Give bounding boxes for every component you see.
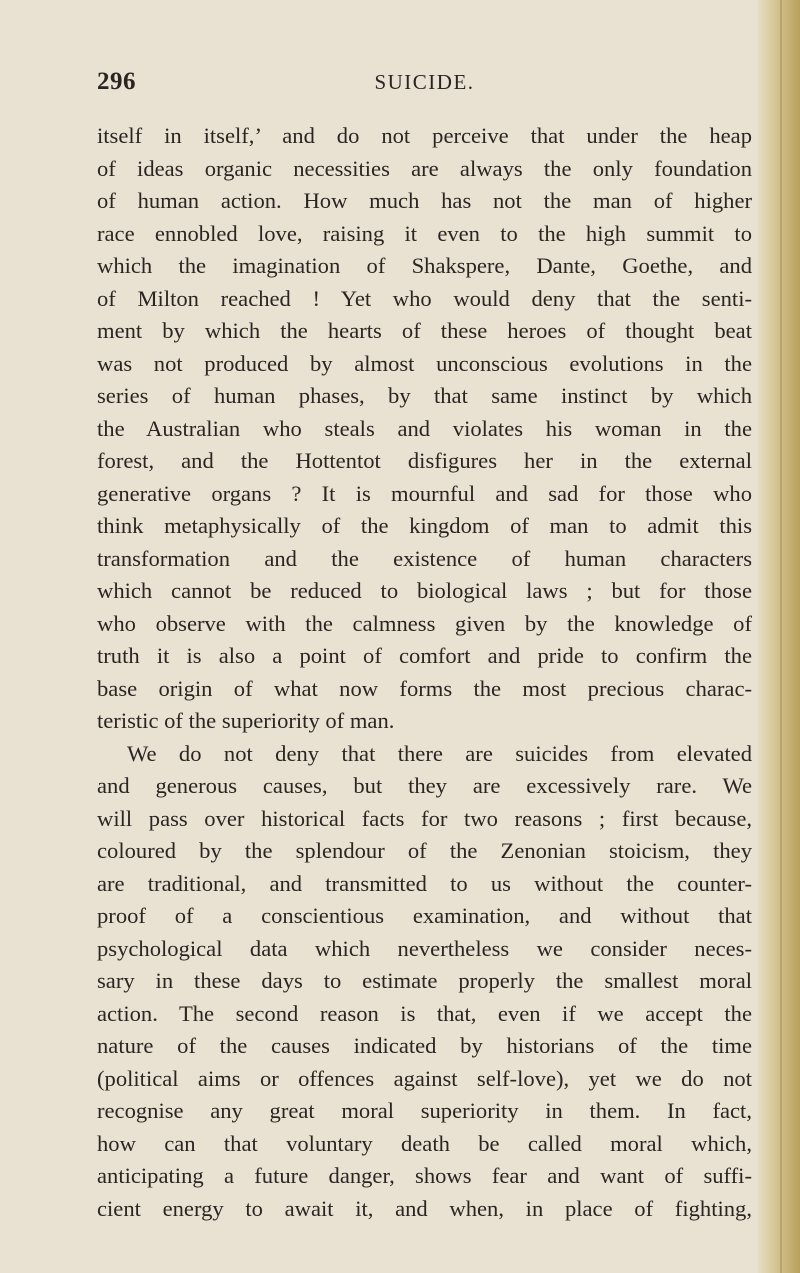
- text-line: which the imagination of Shakspere, Dante, Goethe, and: [97, 253, 752, 278]
- paragraph-start-line: We do not deny that there are suicides from elevated: [127, 740, 752, 766]
- page-number: 296: [97, 68, 136, 95]
- text-line: proof of a conscientious examination, and without that: [97, 903, 752, 928]
- page-edge-shadow: [780, 0, 782, 1273]
- text-line: how can that voluntary death be called moral which,: [97, 1130, 752, 1156]
- text-line: anticipating a future danger, shows fear and want of suffi-: [97, 1163, 752, 1188]
- text-line: the Australian who steals and violates his woman in the: [97, 415, 752, 441]
- text-line: recognise any great moral superiority in them. In fact,: [97, 1098, 752, 1123]
- text-line: transformation and the existence of human characters: [97, 545, 752, 571]
- text-line: action. The second reason is that, even if we accept the: [97, 1000, 752, 1026]
- text-line: truth it is also a point of comfort and pride to confirm the: [97, 643, 752, 668]
- page-header: [97, 68, 752, 98]
- text-line: itself in itself,’ and do not perceive that under the heap: [97, 123, 752, 148]
- running-title: SUICIDE.: [374, 70, 475, 94]
- text-line: who observe with the calmness given by the knowledge of: [97, 610, 752, 636]
- text-line: ment by which the hearts of these heroes of thought beat: [97, 318, 752, 343]
- text-line: of ideas organic necessities are always the only foundation: [97, 155, 752, 181]
- text-line: psychological data which nevertheless we consider neces-: [97, 935, 752, 961]
- text-line: will pass over historical facts for two reasons ; first because,: [97, 805, 752, 831]
- text-line: cient energy to await it, and when, in place of fighting,: [97, 1195, 752, 1221]
- text-line: of Milton reached ! Yet who would deny that the senti-: [97, 285, 752, 311]
- text-line: generative organs ? It is mournful and sad for those who: [97, 480, 752, 506]
- text-line: forest, and the Hottentot disfigures her in the external: [97, 448, 752, 473]
- text-line: base origin of what now forms the most precious charac-: [97, 675, 752, 701]
- body-text: [97, 120, 752, 1225]
- page-edge: [758, 0, 800, 1273]
- text-line: are traditional, and transmitted to us without the counter-: [97, 870, 752, 896]
- text-line: and generous causes, but they are excessively rare. We: [97, 773, 752, 798]
- text-line: sary in these days to estimate properly the smallest moral: [97, 968, 752, 993]
- text-line: coloured by the splendour of the Zenonian stoicism, they: [97, 838, 752, 863]
- text-line: (political aims or offences against self-love), yet we do not: [97, 1065, 752, 1091]
- paragraph-end-line: teristic of the superiority of man.: [97, 708, 395, 733]
- text-line: of human action. How much has not the man of higher: [97, 188, 752, 213]
- text-line: series of human phases, by that same instinct by which: [97, 383, 752, 408]
- text-line: think metaphysically of the kingdom of man to admit this: [97, 513, 752, 538]
- text-line: race ennobled love, raising it even to the high summit to: [97, 220, 752, 246]
- text-line: which cannot be reduced to biological laws ; but for those: [97, 578, 752, 603]
- text-line: nature of the causes indicated by historians of the time: [97, 1033, 752, 1058]
- text-line: was not produced by almost unconscious evolutions in the: [97, 350, 752, 376]
